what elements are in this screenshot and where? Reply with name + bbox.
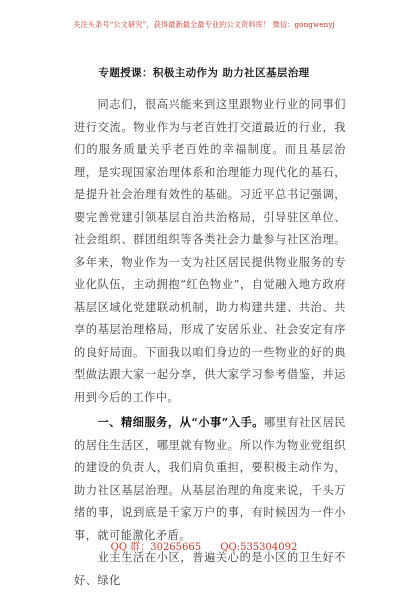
footer-qq-group: QQ 群：30265665 <box>110 542 202 553</box>
section-1-body: 哪里有社区居民的居住生活区，哪里就有物业。所以作为物业党组织的建设的负责人，我们肩负重担，要积极主动作为，助力社区基层治理。从基层治理的角度来说，千头万绪的事，说到底是千家万户的事，有时候因为一件小事，就可能激化矛盾。 <box>74 416 346 542</box>
document-body <box>74 94 346 592</box>
footer-qq: QQ:535304092 <box>220 542 298 553</box>
section-1-heading: 一、精细服务，从“小事”入手。 <box>97 415 264 429</box>
section-2-paragraph: 业主生活在小区，普遍关心的是小区的卫生好不好、绿化 <box>74 551 346 587</box>
section-1-paragraph <box>74 411 346 547</box>
footer-contact <box>0 538 408 553</box>
document-title: 专题授课：积极主动作为 助力社区基层治理 <box>98 67 310 79</box>
intro-paragraph: 同志们，很高兴能来到这里跟物业行业的同事们进行交流。物业作为与老百姓打交道最近的行业，我们的服务质量关乎老百姓的幸福制度。而且基层治理，是实现国家治理体系和治理能力现代化的基石，是提升社会治理有效性的基础。习近平总书记强调，要完善党建引领基层自治共治格局，引导驻区单位、社会组织、群团组织等各类社会力量参与社区治理。多年来，物业作为一支为社区居民提供物业服务的专业化队伍，主动拥抱“红色物业”，自觉融入地方政府基层区域化党建联动机制，助力构建共建、共治、共享的基层治理格局，形成了安居乐业、社会安定有序的良好局面。下面我以咱们身边的一些物业的好的典型做法跟大家一起分享，供大家学习参考借鉴，并运用到今后的工作中。 <box>74 98 346 404</box>
header-banner: 关注头条号“公文研究”，获得最新最全最专业的公文资料库！ 微信：gongwenyj <box>73 20 335 29</box>
